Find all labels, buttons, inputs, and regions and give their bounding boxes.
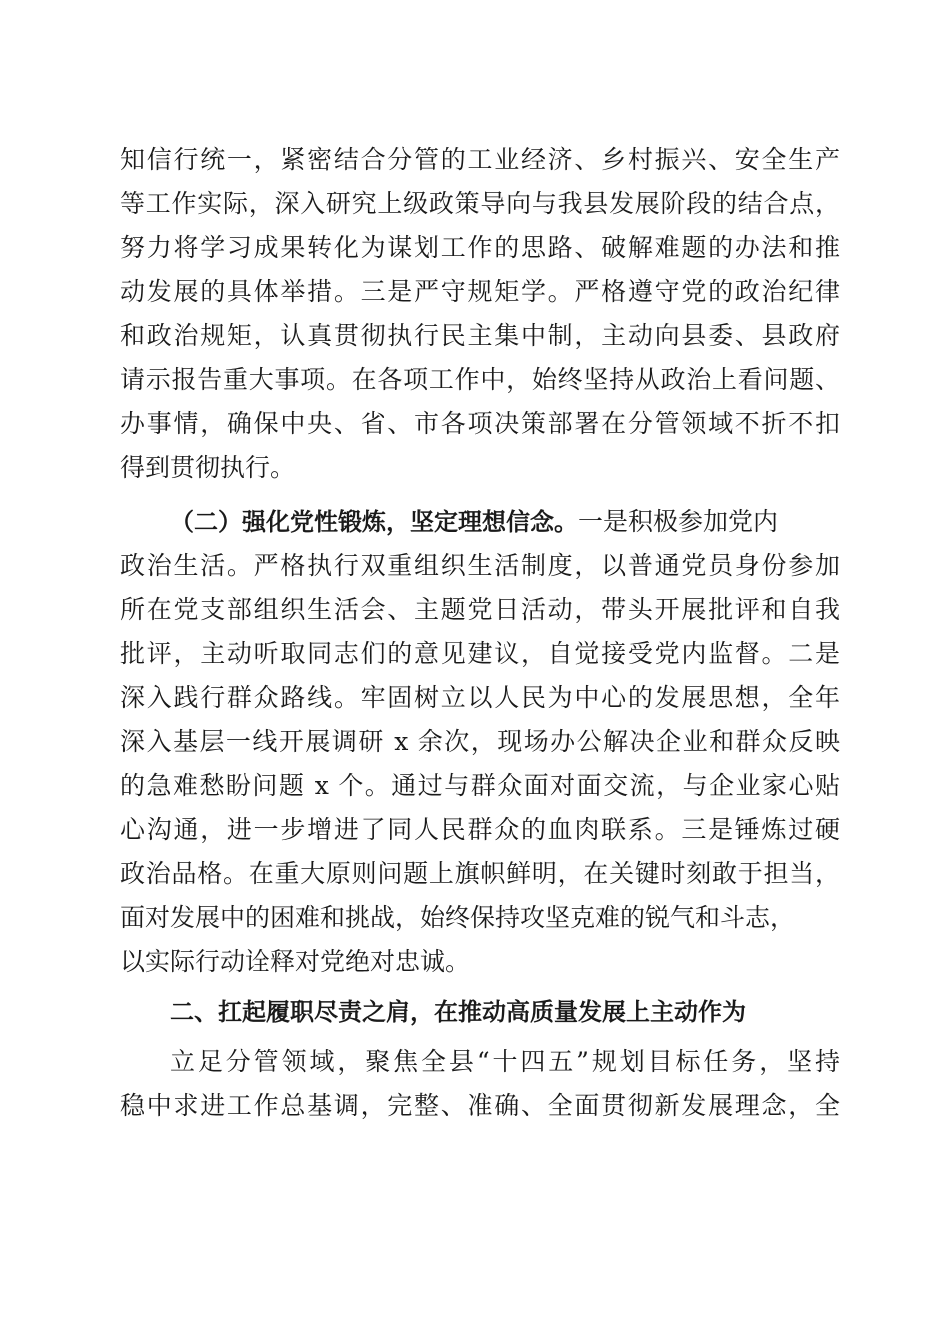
paragraph-line: 以实际行动诠释对党绝对忠诚。: [120, 947, 471, 976]
paragraph-line: 努力将学习成果转化为谋划工作的思路、破解难题的办法和推: [120, 233, 840, 262]
paragraph-line: 和政治规矩，认真贯彻执行民主集中制，主动向县委、县政府: [120, 321, 840, 350]
paragraph-line: 立足分管领域，聚焦全县“十四五”规划目标任务，坚持: [170, 1047, 840, 1076]
subheading-continuation: 一是积极参加党内: [578, 507, 779, 536]
paragraph-line: 办事情，确保中央、省、市各项决策部署在分管领域不折不扣: [120, 409, 840, 438]
subheading-line: [170, 500, 778, 544]
section-heading: 二、扛起履职尽责之肩，在推动高质量发展上主动作为: [170, 998, 746, 1026]
paragraph-line: 得到贯彻执行。: [120, 453, 296, 482]
paragraph-line: 深入基层一线开展调研 x 余次，现场办公解决企业和群众反映: [120, 727, 840, 756]
subheading-title: （二）强化党性锻炼，坚定理想信念。: [170, 508, 578, 536]
paragraph-line: 政治生活。严格执行双重组织生活制度，以普通党员身份参加: [120, 551, 840, 580]
paragraph-line: 的急难愁盼问题 x 个。通过与群众面对面交流，与企业家心贴: [120, 771, 840, 800]
paragraph-line: 所在党支部组织生活会、主题党日活动，带头开展批评和自我: [120, 595, 840, 624]
paragraph-line: 心沟通，进一步增进了同人民群众的血肉联系。三是锤炼过硬: [120, 815, 840, 844]
paragraph-line: 稳中求进工作总基调，完整、准确、全面贯彻新发展理念，全: [120, 1091, 840, 1120]
paragraph-line: 动发展的具体举措。三是严守规矩学。严格遵守党的政治纪律: [120, 277, 840, 306]
paragraph-line: 政治品格。在重大原则问题上旗帜鲜明，在关键时刻敢于担当，: [120, 859, 840, 888]
paragraph-line: 请示报告重大事项。在各项工作中，始终坚持从政治上看问题、: [120, 365, 840, 394]
paragraph-line: 知信行统一，紧密结合分管的工业经济、乡村振兴、安全生产: [120, 145, 840, 174]
paragraph-line: 深入践行群众路线。牢固树立以人民为中心的发展思想，全年: [120, 683, 840, 712]
paragraph-line: 批评，主动听取同志们的意见建议，自觉接受党内监督。二是: [120, 639, 840, 668]
paragraph-line: 面对发展中的困难和挑战，始终保持攻坚克难的锐气和斗志，: [120, 903, 796, 932]
paragraph-line: 等工作实际，深入研究上级政策导向与我县发展阶段的结合点，: [120, 189, 840, 218]
